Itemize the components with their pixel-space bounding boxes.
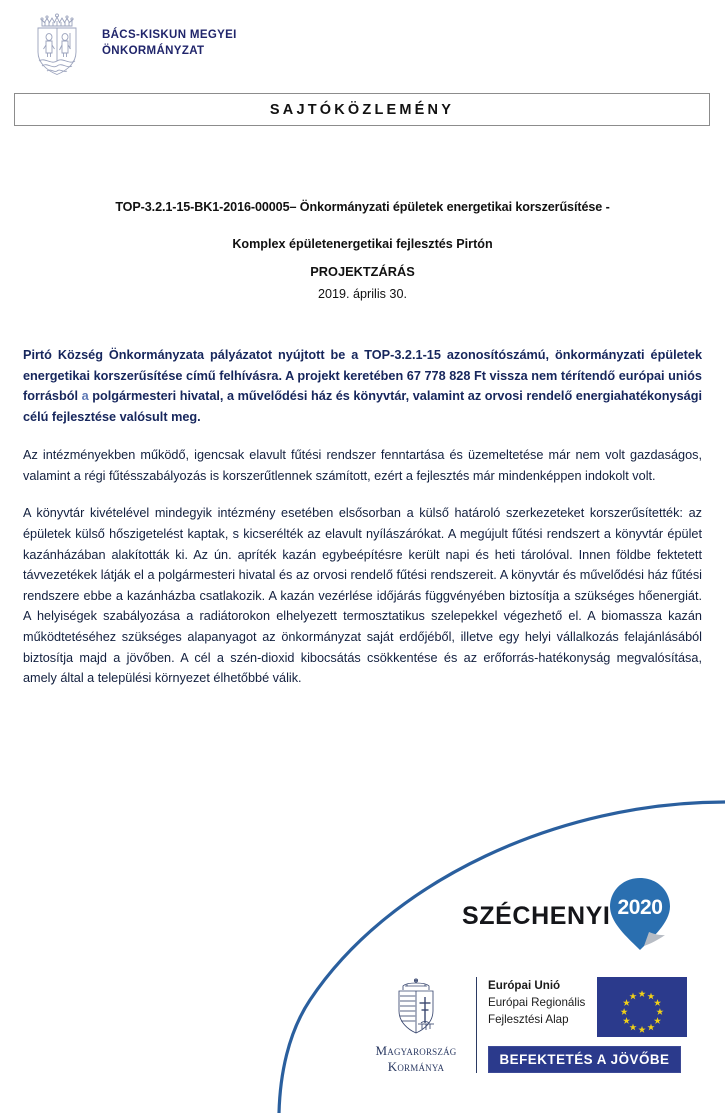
szechenyi-pin xyxy=(608,876,672,957)
project-status: PROJEKTZÁRÁS xyxy=(310,264,415,279)
eu-funding-logo xyxy=(476,977,687,1073)
map-pin-icon xyxy=(608,876,672,952)
eu-fund-line1: Európai Unió xyxy=(488,979,561,992)
project-subtitle: Komplex épületenergetikai fejlesztés Pirtón xyxy=(232,237,493,251)
invest-in-future-label: BEFEKTETÉS A JÖVŐBE xyxy=(499,1052,670,1067)
paragraph-two: Az intézményekben működő, igencsak elavult fűtési rendszer fenntartása és üzemeltetése már nem volt gazdaságos, valamint a régi fűtésszabályozás is korszerűtlennek számított, ezért a fejlesztés már mindenképpen indokolt volt. xyxy=(23,448,702,483)
document-body xyxy=(23,345,702,706)
paragraph-lead-soft: a xyxy=(78,389,93,404)
eu-fund-text xyxy=(488,977,585,1028)
hungary-government-line2: Kormánya xyxy=(387,1058,445,1074)
invest-in-future-banner xyxy=(488,1046,681,1073)
press-release-title: SAJTÓKÖZLEMÉNY xyxy=(269,101,455,118)
project-id-line: TOP-3.2.1-15-BK1-2016-00005– Önkormányzati épületek energetikai korszerűsítése - xyxy=(115,200,610,214)
szechenyi-wordmark: SZÉCHENYI xyxy=(462,902,611,930)
project-heading xyxy=(42,200,683,301)
paragraph-lead-part2: polgármesteri hivatal, a művelődési ház és könyvtár, valamint az orvosi rendelő energiahatékonysági célú fejlesztése valósult meg. xyxy=(23,389,703,424)
svg-text:2020: 2020 xyxy=(617,896,664,919)
hungary-government-line1: Magyarország xyxy=(375,1043,457,1058)
organization-name xyxy=(102,27,237,60)
szechenyi-2020-logo xyxy=(462,876,672,957)
hungary-government-text xyxy=(362,1043,470,1075)
organization-name-line2: ÖNKORMÁNYZAT xyxy=(102,45,205,57)
hungary-government-logo xyxy=(362,975,470,1075)
paragraph-lead xyxy=(23,345,702,427)
bacs-kiskun-coat-of-arms-icon xyxy=(18,9,96,77)
organization-name-line1: BÁCS-KISKUN MEGYEI xyxy=(102,28,237,41)
european-union-flag-icon xyxy=(597,977,687,1037)
paragraph-three: A könyvtár kivételével mindegyik intézmény esetében elsősorban a külső határoló szerkezeteket korszerűsítették: az épületek külső hőszigetelést kaptak, s kicserélték az elavult nyílászárókat. A megújult fűtési rendszert a könyvtár épület kazánházában alakították ki. Az ún. apríték kazán egybeépítésre került napi és heti tárolóval. Innen földbe fektetett távvezetékek látják el a polgármesteri hivatal és az orvosi rendelő fűtési rendszereit. A könyvtár és művelődési ház fűtési rendszere ebbe a kazánházba csatlakozik. A kazán vezérlése időjárás függvényében biztosítja a szükséges hőenergiát. A helyiségek szabályozása a radiátorokon elhelyezett termosztatikus szelepekkel végezhető el. A biomassza kazán működtetéséhez szükséges alapanyagot az önkormányzat saját erdőjéből, illetve egy helyi vállalkozás felajánlásából biztosítja majd a jövőben. A cél a szén-dioxid kibocsátás csökkentése és az erőforrás-hatékonyság megvalósítása, amely által a települési környezet élhetőbbé válik. xyxy=(23,506,702,686)
press-release-title-box xyxy=(14,93,710,126)
eu-logo-top xyxy=(488,977,687,1037)
funding-logos xyxy=(362,975,687,1075)
eu-fund-line2: Európai Regionális xyxy=(488,996,586,1010)
hungary-coat-of-arms-icon xyxy=(393,977,439,1035)
paragraph-lead-part1: Pirtó Község Önkormányzata pályázatot nyújtott be a TOP-3.2.1-15 azonosítószámú, önkormányzati épületek energetikai korszerűsítése című felhívásra. A projekt keretében 67 778 828 Ft vissza nem térítendő európai uniós forrásból xyxy=(23,348,702,404)
document-header xyxy=(0,0,725,86)
project-date: 2019. április 30. xyxy=(318,287,407,301)
eu-fund-line3: Fejlesztési Alap xyxy=(488,1013,569,1027)
